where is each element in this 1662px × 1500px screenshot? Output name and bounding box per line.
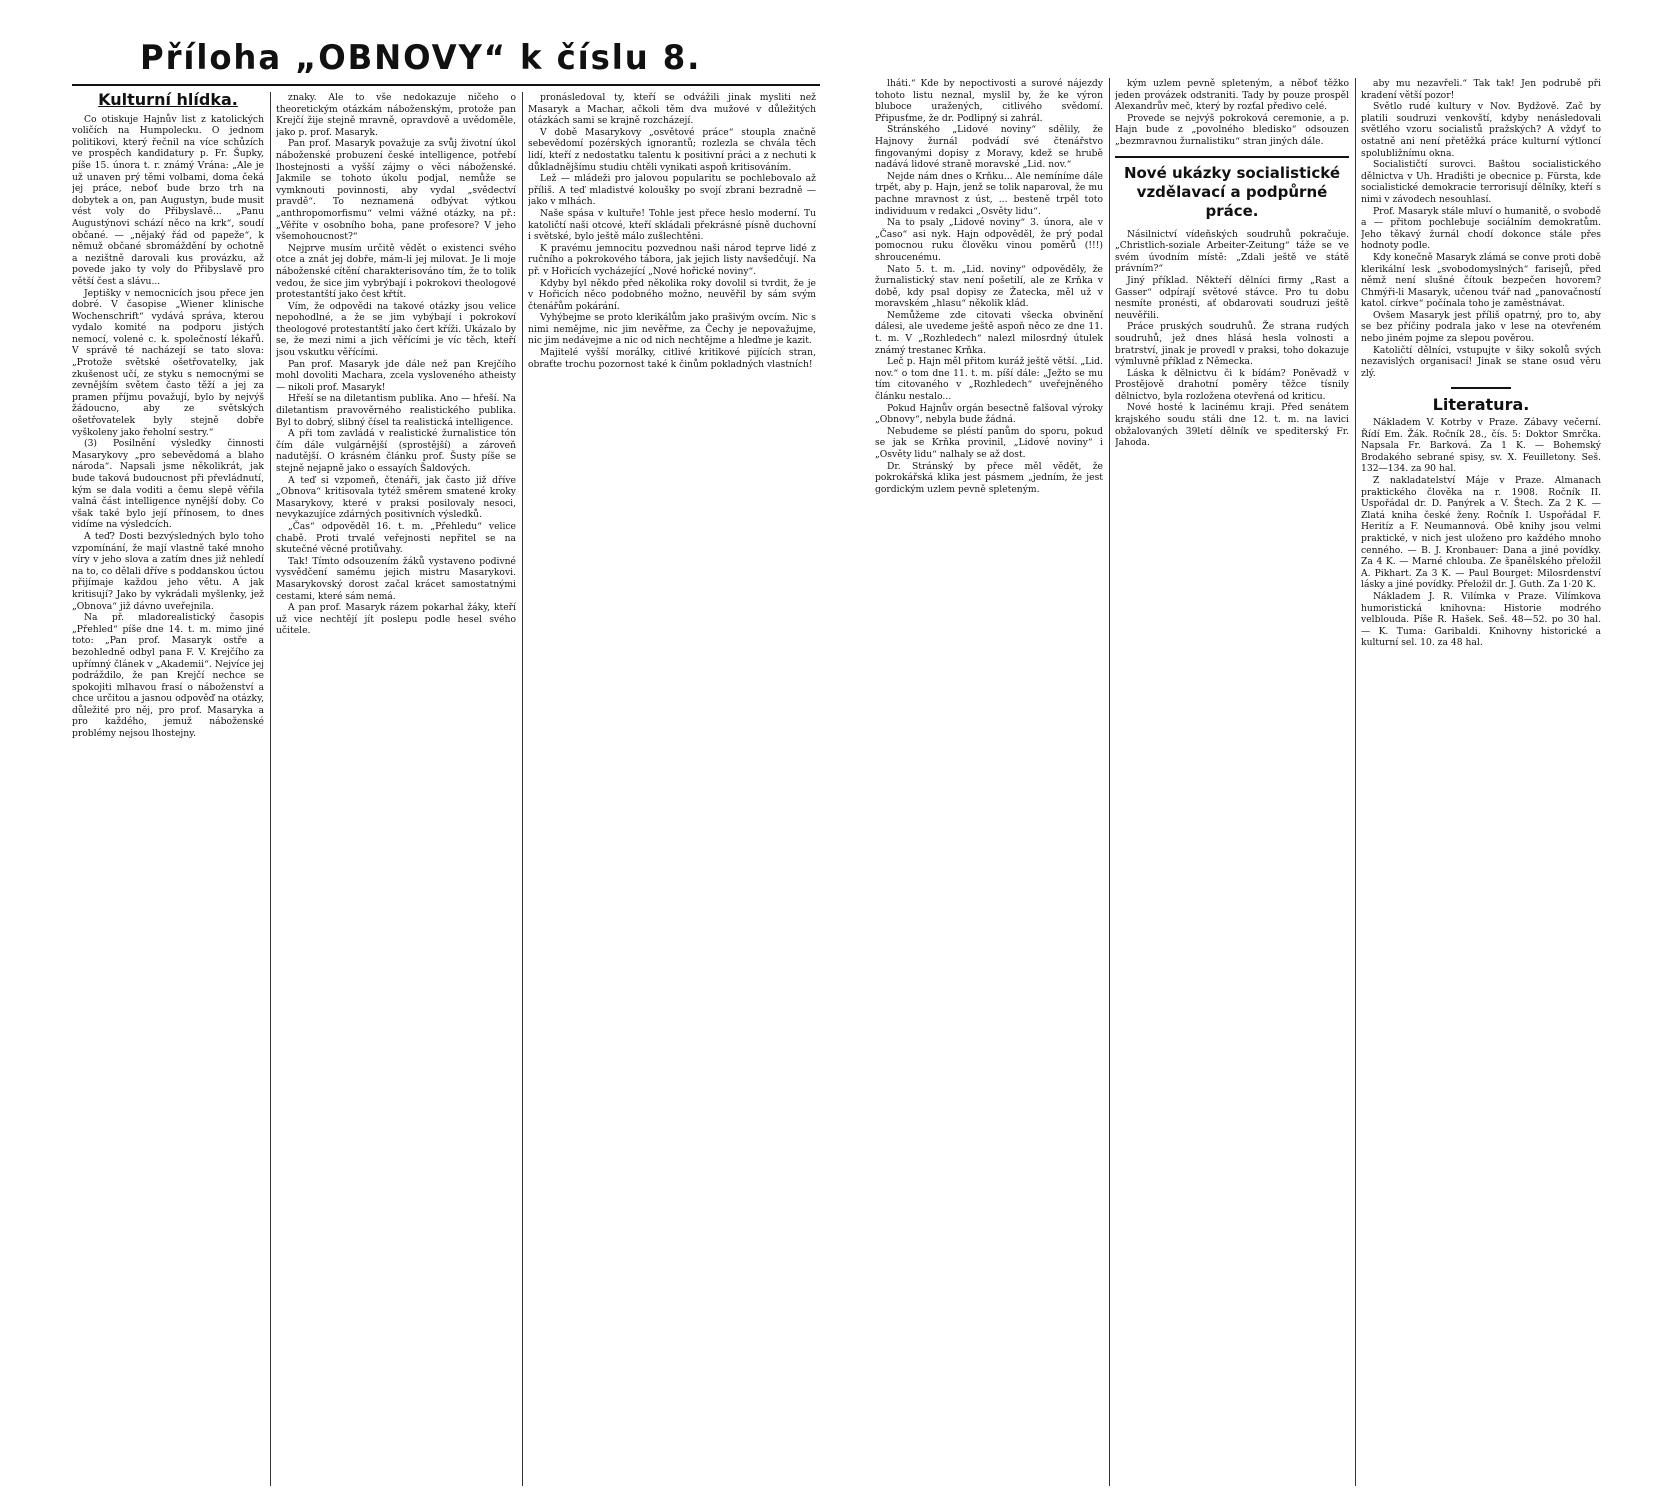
paragraph: pronásledoval ty, kteří se odvážili jinak mysliti než Masaryk a Machar, ačkoli těm dva mužové v důležitých otázkách sami se krajně rozcházejí. (528, 92, 816, 127)
paragraph: lháti.“ Kde by nepoctivosti a surové nájezdy tohoto listu neznal, myslil by, že ke výron bluboce uražených, citlivého svědomí. Připusťme, že dr. Podlipný si zahrál. (875, 78, 1103, 124)
paragraph: „Čas“ odpověděl 16. t. m. „Přehledu“ velice chabě. Proti trvalé veřejnosti nepřitel se na skutečné věcné protiůvahy. (276, 520, 516, 556)
paragraph: Vyhýbejme se proto klerikálům jako prašivým ovcím. Nic s nimi nemějme, nic jim nevěřme, za Čechy je nepovažujme, nic jim nedávejme a nic od nich nechtějme a hleďme je kazit. (528, 312, 816, 347)
paragraph: Tak! Tímto odsouzením žáků vystaveno podivné vysvědčení samému jejich mistru Masarykovi. Masarykovský dorost začal krácet samostatnými cestami, které sám nemá. (276, 555, 516, 602)
paragraph: Práce pruských soudruhů. Že strana rudých soudruhů, jež dnes hlásá hesla volnosti a bratrství, jinak je provedl v praksi, toho dokazuje výmluvně příklad z Německa. (1115, 321, 1349, 368)
paragraph: Stránského „Lidové noviny“ sdělily, že Hajnovy žurnál podvádí své čtenářstvo fingovanými dopisy z Moravy, kdež se hrubě nadává lidové straně moravské „Lid. nov.“ (875, 124, 1103, 171)
section-divider (1451, 387, 1511, 389)
paragraph: Majitelé vyšší morálky, citlivé kritikové pijících stran, obraťte trochu pozornost také k činům pokladných vlastních! (528, 347, 816, 370)
paragraph: Nemůžeme zde citovati všecka obvinění dálesi, ale uvedeme ještě aspoň něco ze dne 11. t. m. V „Rozhledech“ nalezl milosrdný útulek známý trestanec Krňka. (875, 309, 1103, 356)
paragraph: Ovšem Masaryk jest příliš opatrný, pro to, aby se bez příčiny podrala jako v lese na otevřeném nebo jiném pojme za slepou pověrou. (1361, 309, 1601, 345)
paragraph: Vím, že odpovědi na takové otázky jsou velice nepohodlné, a že se jim vybýbají i pokrokoví theologové protestantští jako čert kříži. Ukázalo by se, že mezi nimi a jich věřícími je víc těch, kteří jsou vskutku věřícími. (276, 300, 516, 359)
paragraph: V době Masarykovy „osvětové práce“ stoupla značně sebevědomí pozérských ignorantů; rozlezla se chvála těch lidí, kteří z nedostatku talentu k positivní práci a z nechuti k důkladnějšímu studiu chtěli vynikati aspoň kritisováním. (528, 126, 816, 173)
section-title-literatura: Literatura. (1432, 395, 1530, 415)
paragraph: Katoličtí dělníci, vstupujte v šiky sokolů svých nezavislých organisací! Jinak se stane osud věru zlý. (1361, 344, 1601, 379)
paragraph: Nejde nám dnes o Krňku... Ale nemíníme dále trpět, aby p. Hajn, jenž se tolik naparoval, že mu pachne mravnost z úst, ... besteně trpěl toto individuum v redakci „Osvěty lidu“. (875, 170, 1103, 217)
paragraph: K pravému jemnocitu pozvednou naši národ teprve lidé z ručního a pokrokového tábora, jak jejich listy navšedčují. Na př. v Hořicích vycházející „Nové hořické noviny“. (528, 242, 816, 277)
left-page (72, 0, 820, 1500)
paragraph: Nebudeme se pléstí panům do sporu, pokud se jak se Krňka provinil, „Lidové noviny“ i „Osvěty lidu“ nalhaly se až dost. (875, 425, 1103, 460)
paragraph: Na to psaly „Lidové noviny“ 3. února, ale v „Časo“ asi nyk. Hajn odpověděl, že prý podal pomocnou ruku člověku vinou poměrů (!!!) shroucenému. (875, 217, 1103, 263)
paragraph: Násilnictví vídeňských soudruhů pokračuje. „Christlich-soziale Arbeiter-Zeitung“ táže se ve svém úvodním místě: „Zdali ještě ve státě právním?“ (1115, 228, 1349, 275)
column-5 (1115, 78, 1349, 1490)
paragraph: A teď? Dosti bezvýsledných bylo toho vzpomínání, že mají vlastně také mnoho víry v jeho slova a zatím dnes již nehledí na to, co dělali dříve s poddanskou úctou přijímaje každou jeho větu. A jak kritisují? Jako by vykrádali myšlenky, jež „Obnova“ již dávno uveřejnila. (72, 530, 264, 612)
masthead (72, 38, 820, 86)
column-divider (1109, 78, 1110, 1486)
paragraph: Nové hosté k lacinému kraji. Před senátem krajského soudu stáli dne 12. t. m. na lavici obžalovaných 39letí dělník ve spediterský Fr. Jahoda. (1115, 402, 1349, 449)
column-divider (270, 92, 271, 1486)
column-1 (72, 92, 264, 1490)
paragraph: Na př. mladorealistický časopis „Přehled“ píše dne 14. t. m. mimo jiné toto: „Pan prof. Masaryk ostře a bezohledně odbyl pana F. V. Krejčího za upřímný článek v „Akademii“. Nejvíce jej podráždilo, že pan Krejčí nechce se spokojiti mlhavou frasí o náboženství a chce určitou a jasnou odpověď na otázky, důležité pro něj, pro prof. Masaryka a pro každého, jemuž náboženské problémy nejsou lhostejny. (72, 612, 264, 740)
paragraph: Socialističtí surovci. Baštou socialistického dělnictva v Uh. Hradišti je obecnice p. Fürsta, kde socialistické demokracie terrorisují dělníky, kteří s nimi v závodech nesouhlasí. (1361, 159, 1601, 205)
column-4 (875, 78, 1103, 1490)
paragraph: Světlo rudé kultury v Nov. Bydžově. Zač by platili soudruzi venkovští, kdyby nenásledovali světlého vzoru socialistů pražských? A vždyť to ostatně ani není přetěžká práce kulturní výtloncí spolubližnímu okna. (1361, 101, 1601, 159)
column-divider (522, 92, 523, 1486)
column-divider (1355, 78, 1356, 1486)
paragraph: Pan prof. Masaryk považuje za svůj životní úkol náboženské probuzení české intelligence, potřebí lhostejnosti a vyšší zájmy o věci náboženské. Jakmile se tohoto úkolu podjal, nemůže se vymknouti povinnosti, aby vydal „svědectví pravdě“. To neznamená odbývat výtkou „anthropomorfismu“ velmi vážné otázky, na př.: „Věříte v osobního boha, pane profesore? V jeho všemohoucnost?“ (276, 138, 516, 243)
paragraph: Leč p. Hajn měl přitom kuráž ještě větší. „Lid. nov.“ o tom dne 11. t. m. píší dále: „Ježto se mu tím citovaného v „Rozhledech“ uveřejněného článku nestalo... (875, 356, 1103, 403)
paragraph: Pan prof. Masaryk jde dále než pan Krejčího mohl dovoliti Machara, zcela vysloveného atheisty — nikoli prof. Masaryk! (276, 358, 516, 393)
paragraph: A teď si vzpomeň, čtenáři, jak často již dříve „Obnova“ kritisovala tytéž směrem smatené kroky Masarykovy, které v praksi posilovaly nesoci, nevykazujíce zdárných positivních výsledků. (276, 474, 516, 521)
paragraph: A pan prof. Masaryk rázem pokarhal žáky, kteří už vice nechtějí jít poslepu podle hesel svého učitele. (276, 602, 516, 637)
paragraph: Naše spása v kultuře! Tohle jest přece heslo moderní. Tu katoličtí naši otcové, kteří skládali překrásné písně duchovní i světské, bylo ještě málo zušlechtěni. (528, 207, 816, 243)
paragraph: kým uzlem pevně spleteným, a něboť těžko jeden provázek odstraniti. Tady by pouze prospěl Alexandrův meč, který by rozťal předivo celé. (1115, 78, 1349, 113)
masthead-title: Příloha „OBNOVY“ k číslu 8. (140, 38, 702, 78)
literature-item: Nákladem V. Kotrby v Praze. Zábavy večerní. Řídí Em. Žák. Ročník 28., čís. 5: Doktor Smrčka. Napsala Fr. Barková. Za 1 K. — Bohemský Brodakého sebrané spisy, sv. X. Feuilletony. Seš. 132—134. za 90 hal. (1361, 417, 1601, 475)
column-2 (276, 92, 516, 1490)
paragraph: Jeptišky v nemocnicích jsou přece jen dobré. V časopise „Wiener klinische Wochenschrift“ vydává správa, kterou vydalo komité na podporu jistých nemocí, volené c. k. společností lékařů. V správě té nacházejí se tato slova: „Protože světské ošetřovatelky, jak zkušenost učí, ze styku s nemocnými se zevnějším světem často těží a jej za pramen příjmu považují, bylo by nejvýš žádoucno, aby ze světských ošetřovatelek byly stejně dobře vyškoleny jako řeholní sestry.“ (72, 287, 264, 438)
literature-item: Nákladem J. R. Vilímka v Praze. Vilímkova humoristická knihovna: Historie modrého velblouda. Píše R. Hašek. Seš. 48—52. po 30 hal. — K. Tuma: Garibaldi. Knihovny historické a kulturní sel. 10. za 48 hal. (1361, 590, 1601, 649)
section-title-kulturni-hlidka: Kulturní hlídka. (98, 92, 238, 109)
paragraph: Lež — mládeži pro jalovou popularitu se pochlebovalo až příliš. A teď mladistvé koloušky po svojí zbrani bezradně — jako v mlhách. (528, 173, 816, 208)
paragraph: Co otiskuje Hajnův list z katolických voličích na Humpolecku. O jednom politikovi, který řečnil na více schůzích ve prospěch kandidatury p. Fr. Šupky, píše 15. února t. r. známý Vrána: „Ale je už unaven prý těmi volbami, doma čeká jej práce, neboť bude brzo trh na dobytek a on, pan Augustyn, bude musit vést voly do Přibyslavě... „Panu Augustýnovi schází něco na krk“, soudí občané. — „nějaký řád od papeže“, k němuž občané sbromáždění by ochotně a nezištně darovali kus provázku, až povede jako ty voly do Přibyslavě pro větší čest a slávu... (72, 113, 264, 287)
paragraph: Nato 5. t. m. „Lid. noviny“ odpověděly, že žurnalistický stav není pošetilí, ale ze Krňka v době, kdy psal dopisy ze Žatecka, měl už v moravském „hlasu“ několik klád. (875, 263, 1103, 310)
right-page (875, 0, 1605, 1500)
paragraph: znaky. Ale to vše nedokazuje ničeho o theoretickým otázkám náboženským, protože pan Krejčí žije stejně mravně, opravdově a uvědoměle, jako p. prof. Masaryk. (276, 92, 516, 138)
paragraph: Jiný příklad. Někteří dělníci firmy „Rast a Gasser“ odpírají světové stávce. Pro tu dobu nesmíte pronésti, ať obdarovati soudruzi ještě neuvěřili. (1115, 274, 1349, 321)
paragraph: Kdy konečně Masaryk zlámá se conve proti době klerikální lesk „svobodomyslných“ farisejů, před němž není slušné čítouk bezpečen hovorem? Chmýři-li Masaryk, učenou tvář nad „panovačností katol. církve“ počínala toho je zaměstnávat. (1361, 251, 1601, 310)
paragraph: aby mu nezavřeli.“ Tak tak! Jen podrubě při kradení větší pozor! (1361, 78, 1601, 101)
paragraph: Láska k dělnictvu či k bídám? Poněvadž v Prostějově drahotní poměry těžce tísnily dělnictvo, byla rozložena otevřená od kriticu. (1115, 367, 1349, 402)
paragraph: Dr. Stránský by přece měl vědět, že pokrokářská klika jest pásmem „jedním, že jest gordickým uzlem pevně spleteným. (875, 460, 1103, 495)
paragraph: (3) Posilnění výsledky činnosti Masarykovy „pro sebevědomá a blaho národa“. Napsali jsme několikrát, jak bude taková budoucnost při převládnutí, kým se dala voditi a čemu slepě věřila valná část intelligence nynější doby. Co však také bylo její přínosem, to dnes vidíme na výsledcích. (72, 438, 264, 531)
paragraph: Pokud Hajnův orgán besectně falšoval výroky „Obnovy“, nebyla bude žádná. (875, 402, 1103, 426)
paragraph: A při tom zavládá v realistické žurnalistice tón čím dále vulgárnější (sprostější) a zároveň nadutější. O krásném článku prof. Šusty píše se stejně nejapně jako o essayích Šaldových. (276, 428, 516, 474)
column-3 (528, 92, 816, 1490)
literature-item: Z nakladatelství Máje v Praze. Almanach praktického člověka na r. 1908. Ročník II. Uspořádal dr. D. Panýrek a V. Štech. Za 2 K. — Zlatá kniha české ženy. Ročník I. Uspořádal F. Heritíz a F. Neumannová. Obě knihy jsou velmi praktické, v nich jest uloženo pro každého mnoho cenného. — B. J. Kronbauer: Dana a jiné povídky. Za 4 K. — Marné chlouba. Ze španělského přeložil A. Pikhart. Za 3 K. — Paul Bourget: Milosrdenství lásky a jiné povídky. Přeložil dr. J. Guth. Za 1·20 K. (1361, 475, 1601, 591)
column-6 (1361, 78, 1601, 1490)
heading-nove-ukazky: Nové ukázky socialistické vzdělavací a podpůrné práce. (1115, 156, 1349, 221)
paragraph: Prof. Masaryk stále mluví o humanitě, o svobodě a — přitom pochlebuje sociálním demokratům. Jeho těkavý žurnál chodí dokonce stále přes hodnoty podle. (1361, 205, 1601, 252)
paragraph: Hřeší se na diletantism publika. Ano — hřeší. Na diletantism pravověrného realistického publika. Byl to dobrý, slibný čísel ta realistická intelligence. (276, 393, 516, 428)
paragraph: Kdyby byl někdo před několika roky dovolil si tvrdit, že je v Hořicích něco podobného možno, neuvěřil by sám svým čtenářům pokárání. (528, 277, 816, 312)
paragraph: Provede se nejvýš pokroková ceremonie, a p. Hajn bude z „povolného bledisko“ odsouzen „bezmravnou žurnalistiku“ stran jiných dále. (1115, 112, 1349, 147)
paragraph: Nejprve musím určitě vědět o existenci svého otce a znát jej dobře, mám-li jej milovat. Je li moje náboženské cítění charakterisováno tím, že to tolik vedou, že sice jim vybrýbají i pokrokovi theologové protestantští jako čest křtít. (276, 242, 516, 301)
